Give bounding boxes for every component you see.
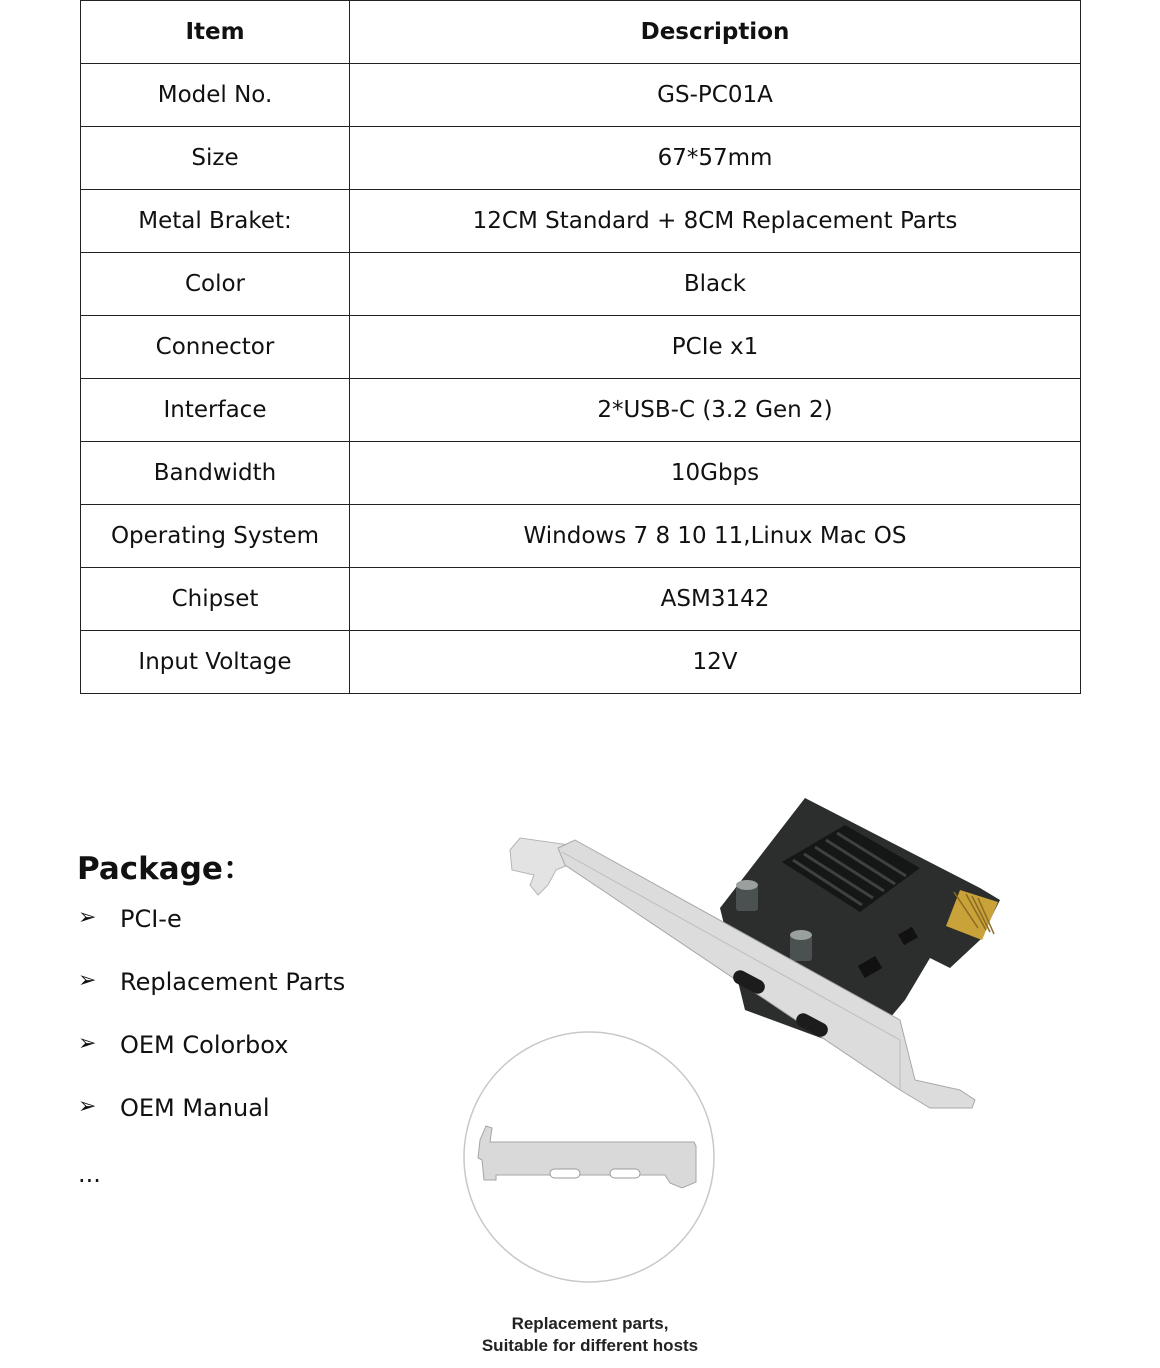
row-description: Black — [350, 253, 1081, 316]
arrow-bullet-icon: ➢ — [78, 968, 97, 993]
arrow-bullet-icon: ➢ — [78, 905, 97, 930]
row-item: Interface — [81, 379, 350, 442]
pcie-card-image — [460, 790, 1020, 1290]
row-description: 10Gbps — [350, 442, 1081, 505]
table-row — [81, 190, 1081, 253]
row-description: PCIe x1 — [350, 316, 1081, 379]
arrow-bullet-icon: ➢ — [78, 1031, 97, 1056]
list-item — [78, 1031, 345, 1094]
header-description: Description — [350, 1, 1081, 64]
table-row — [81, 127, 1081, 190]
table-row — [81, 505, 1081, 568]
row-description: GS-PC01A — [350, 64, 1081, 127]
caption-line-1: Replacement parts, — [511, 1314, 669, 1333]
table-row — [81, 379, 1081, 442]
table-row — [81, 253, 1081, 316]
row-item: Connector — [81, 316, 350, 379]
capacitor — [790, 930, 812, 961]
list-item — [78, 968, 345, 1031]
row-item: Operating System — [81, 505, 350, 568]
package-item-label: PCI-e — [120, 905, 182, 933]
package-list — [78, 905, 345, 1157]
spec-table — [80, 0, 1081, 694]
table-header-row — [81, 1, 1081, 64]
table-row — [81, 442, 1081, 505]
package-item-label: OEM Colorbox — [120, 1031, 289, 1059]
row-item: Input Voltage — [81, 631, 350, 694]
row-description: 67*57mm — [350, 127, 1081, 190]
package-ellipsis: ... — [78, 1160, 101, 1188]
row-item: Chipset — [81, 568, 350, 631]
header-item: Item — [81, 1, 350, 64]
table-row — [81, 568, 1081, 631]
row-item: Model No. — [81, 64, 350, 127]
package-item-label: OEM Manual — [120, 1094, 270, 1122]
row-item: Bandwidth — [81, 442, 350, 505]
row-description: ASM3142 — [350, 568, 1081, 631]
row-item: Size — [81, 127, 350, 190]
row-description: Windows 7 8 10 11,Linux Mac OS — [350, 505, 1081, 568]
caption-line-2: Suitable for different hosts — [481, 1336, 699, 1355]
table-row — [81, 64, 1081, 127]
row-item: Color — [81, 253, 350, 316]
arrow-bullet-icon: ➢ — [78, 1094, 97, 1119]
row-description: 12CM Standard + 8CM Replacement Parts — [350, 190, 1081, 253]
replacement-bracket-inset — [464, 1032, 714, 1282]
package-item-label: Replacement Parts — [120, 968, 346, 996]
capacitor — [736, 880, 758, 911]
package-title: Package： — [77, 851, 254, 887]
row-item: Metal Braket: — [81, 190, 350, 253]
list-item — [78, 1094, 345, 1157]
list-item — [78, 905, 345, 968]
row-description: 2*USB-C (3.2 Gen 2) — [350, 379, 1081, 442]
image-caption — [440, 1313, 740, 1357]
row-description: 12V — [350, 631, 1081, 694]
table-row — [81, 316, 1081, 379]
table-row — [81, 631, 1081, 694]
